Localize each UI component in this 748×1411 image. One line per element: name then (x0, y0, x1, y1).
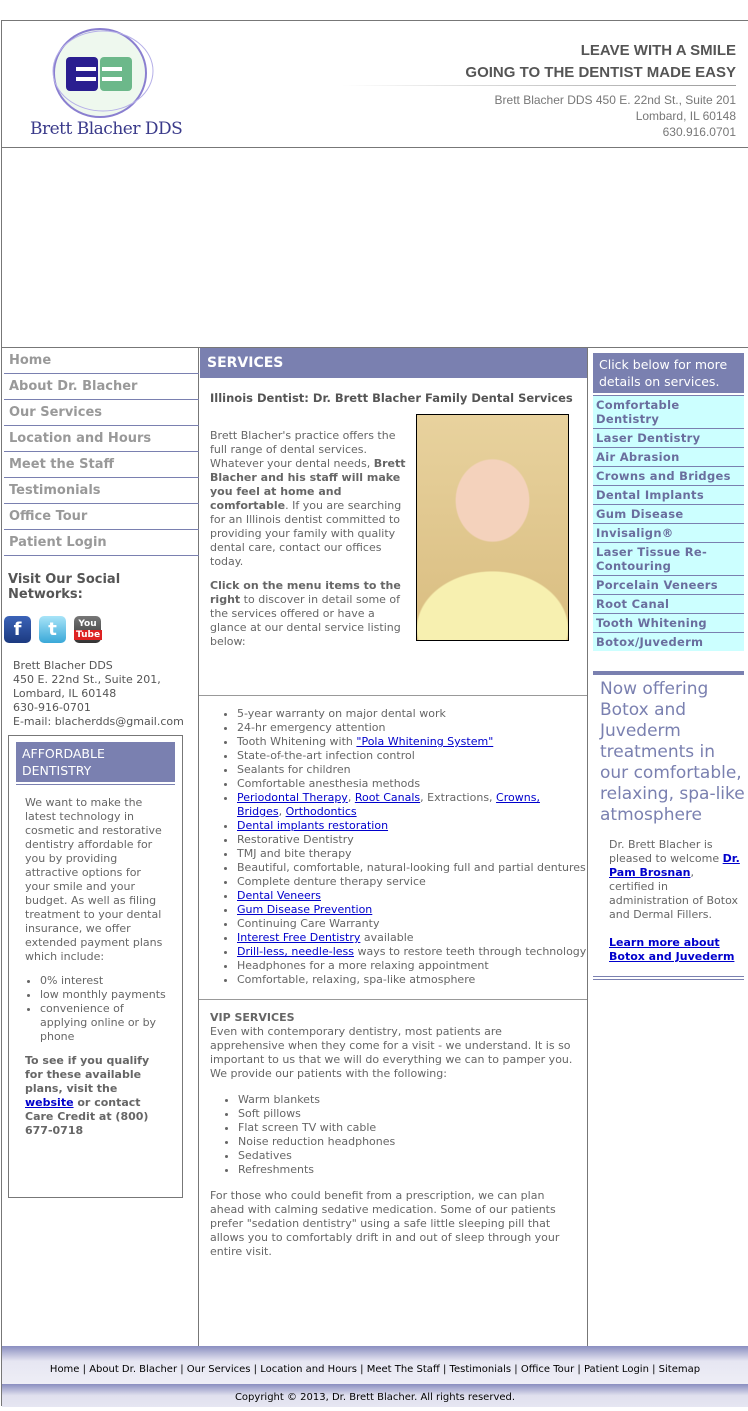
service-link[interactable]: Gum Disease Prevention (237, 903, 373, 916)
nav-item-testimonials[interactable]: Testimonials (4, 478, 199, 504)
separator: | (356, 1364, 367, 1375)
service-menu-item[interactable]: Invisalign® (593, 523, 744, 542)
header (2, 21, 748, 148)
service-link[interactable]: Crowns, Bridges (237, 791, 540, 818)
logo-text: Brett Blacher DDS (30, 119, 183, 139)
text: Tooth Whitening with (237, 735, 357, 748)
service-link[interactable]: Periodontal Therapy (237, 791, 348, 804)
list-item (237, 833, 587, 847)
welcome-text: Dr. Brett Blacher is pleased to welcome (609, 838, 723, 865)
list-item (237, 763, 587, 777)
service-menu-item[interactable]: Laser Dentistry (593, 428, 744, 447)
text: 24-hr emergency attention (237, 721, 386, 734)
contact-line: Brett Blacher DDS (13, 659, 113, 672)
botox-promo: Now offering Botox and Juvederm treatments in our comfortable, relaxing, spa-like atmosphere (600, 679, 745, 825)
vip-heading: VIP SERVICES (210, 1011, 295, 1024)
service-link[interactable]: Drill-less, needle-less (237, 945, 354, 958)
right-sidebar (588, 348, 748, 1346)
contact-line: 630-916-0701 (13, 701, 91, 714)
list-item: • Noise reduction headphones (238, 1135, 577, 1149)
list-item (237, 889, 587, 903)
footer-link[interactable]: Location and Hours (260, 1364, 357, 1375)
text: to discover in detail some of the services offered or have a glance at our dental service listing below: (210, 593, 401, 648)
list-item (237, 721, 587, 735)
left-sidebar (2, 348, 199, 1346)
smiling-girl-photo (416, 414, 569, 641)
header-city: Lombard, IL 60148 (635, 109, 736, 123)
page-subtitle: Illinois Dentist: Dr. Brett Blacher Family Dental Services (210, 391, 573, 405)
service-link[interactable]: Dental implants restoration (237, 819, 389, 832)
list-item (237, 707, 587, 721)
service-menu-item[interactable]: Air Abrasion (593, 447, 744, 466)
page (1, 20, 748, 1406)
list-item: • Sedatives (238, 1149, 577, 1163)
list-item (237, 931, 587, 945)
footer-link[interactable]: Meet The Staff (366, 1364, 440, 1375)
separator: | (648, 1364, 659, 1375)
nav-item-patient-login[interactable]: Patient Login (4, 530, 199, 556)
text: available (360, 931, 414, 944)
text: Comfortable anesthesia methods (237, 777, 421, 790)
service-link[interactable]: Dental Veneers (237, 889, 322, 902)
footer-link[interactable]: Home (49, 1364, 80, 1375)
footer-link[interactable]: Testimonials (449, 1364, 512, 1375)
nav-item-home[interactable]: Home (4, 348, 199, 374)
service-menu-item[interactable]: Root Canal (593, 594, 744, 613)
text: ways to restore teeth through technology (353, 945, 587, 958)
separator: | (574, 1364, 584, 1375)
nav-item-location-and-hours[interactable]: Location and Hours (4, 426, 199, 452)
affordable-cta (25, 1054, 166, 1138)
welcome-text (609, 838, 740, 964)
service-menu-item[interactable]: Gum Disease (593, 504, 744, 523)
service-menu-item[interactable]: Tooth Whitening (593, 613, 744, 632)
page-title: SERVICES (200, 348, 587, 378)
list-item (237, 917, 587, 931)
nav-item-our-services[interactable]: Our Services (4, 400, 199, 426)
list-item: • low monthly payments (40, 988, 166, 1002)
list-item (237, 903, 587, 917)
service-menu-item[interactable]: Laser Tissue Re-Contouring (593, 542, 744, 575)
intro-paragraph (210, 579, 410, 649)
text: Headphones for a more relaxing appointment (237, 959, 489, 972)
copyright: Copyright © 2013, Dr. Brett Blacher. All rights reserved. (2, 1384, 748, 1407)
text: . If you are searching for an Illinois dentist committed to providing your family with quality dental care, contact our offices today. (210, 499, 402, 568)
header-phone: 630.916.0701 (662, 125, 736, 139)
main-content (199, 348, 588, 1346)
services-menu-heading: Click below for more details on services. (593, 353, 744, 395)
intro (210, 429, 587, 689)
footer-link[interactable]: Office Tour (520, 1364, 575, 1375)
divider (593, 976, 744, 980)
text: TMJ and bite therapy (237, 847, 352, 860)
affordable-dentistry-box (8, 735, 183, 1198)
service-menu-item[interactable]: Comfortable Dentistry (593, 395, 744, 428)
text: Comfortable, relaxing, spa-like atmosphere (237, 973, 476, 986)
list-item: • 0% interest (40, 974, 166, 988)
footer (2, 1346, 748, 1407)
service-menu-item[interactable]: Dental Implants (593, 485, 744, 504)
cta-text: To see if you qualify for these available plans, visit the (25, 1054, 150, 1095)
footer-link[interactable]: Our Services (186, 1364, 251, 1375)
separator: | (177, 1364, 187, 1375)
contact-line: 450 E. 22nd St., Suite 201, (13, 673, 161, 686)
list-item: • convenience of applying online or by phone (40, 1002, 166, 1044)
list-item (237, 959, 587, 973)
service-link[interactable]: "Pola Whitening System" (356, 735, 494, 748)
affordable-heading: AFFORDABLE DENTISTRY (16, 742, 175, 784)
footer-link[interactable]: Patient Login (583, 1364, 649, 1375)
list-item (237, 819, 587, 833)
twitter-icon[interactable]: t (39, 616, 66, 643)
tagline: LEAVE WITH A SMILE (580, 42, 736, 59)
divider (342, 85, 736, 86)
payment-options (12, 974, 166, 1044)
separator: | (511, 1364, 521, 1375)
text: State-of-the-art infection control (237, 749, 415, 762)
text: Brett Blacher's practice offers the full range of dental services. Whatever your dental needs, (210, 429, 396, 470)
list-item (237, 847, 587, 861)
vip-list (210, 1093, 577, 1177)
service-list (199, 707, 587, 987)
list-item (237, 791, 587, 819)
dr-pam-brosnan-link[interactable]: Dr. Pam Brosnan (609, 852, 740, 879)
service-menu-item[interactable]: Crowns and Bridges (593, 466, 744, 485)
nav-item-meet-the-staff[interactable]: Meet the Staff (4, 452, 199, 478)
service-menu-item[interactable]: Porcelain Veneers (593, 575, 744, 594)
services-menu (588, 395, 748, 651)
text: , (278, 805, 286, 818)
text: Sealants for children (237, 763, 351, 776)
list-item (237, 973, 587, 987)
youtube-icon[interactable]: You Tube (74, 616, 101, 643)
list-item (237, 777, 587, 791)
list-item (237, 749, 587, 763)
text: , Extractions, (420, 791, 497, 804)
text: Complete denture therapy service (237, 875, 426, 888)
banner (2, 148, 748, 348)
affordable-body: We want to make the latest technology in cosmetic and restorative dentistry affordable for you by providing attractive options for your smile and your budget. As well as filing treatment to your dental insurance, we offer extended payment plans which include: (25, 796, 163, 963)
separator: | (250, 1364, 261, 1375)
nav-item-office-tour[interactable]: Office Tour (4, 504, 199, 530)
contact-line: E-mail: blacherdds@gmail.com (13, 715, 184, 728)
list-item: • Soft pillows (238, 1107, 577, 1121)
service-menu-item[interactable]: Botox/Juvederm (593, 632, 744, 651)
text: Restorative Dentistry (237, 833, 354, 846)
text: Beautiful, comfortable, natural-looking full and partial dentures (237, 861, 586, 874)
list-item: • Warm blankets (238, 1093, 577, 1107)
list-item: • Refreshments (238, 1163, 577, 1177)
contact-line: Lombard, IL 60148 (13, 687, 117, 700)
social-heading: Visit Our Social Networks: (8, 572, 121, 602)
text: Brett Blacher and his staff will make you feel at home and comfortable (210, 457, 406, 512)
service-list-section (199, 695, 587, 999)
text: Click on the menu items to the right (210, 579, 401, 606)
footer-link[interactable]: Sitemap (658, 1364, 701, 1375)
social-links (4, 616, 198, 643)
footer-link[interactable]: About Dr. Blacher (89, 1364, 178, 1375)
contact-info (13, 659, 198, 729)
vip-intro: Even with contemporary dentistry, most patients are apprehensive when they come for a visit - we understand. It is so important to us that we will do everything we can to pamper you. We provide our patients with the following: (210, 1025, 573, 1080)
nav-item-about-dr-blacher[interactable]: About Dr. Blacher (4, 374, 199, 400)
text: Continuing Care Warranty (237, 917, 380, 930)
care-credit-link[interactable]: website (25, 1096, 74, 1109)
text: , (347, 791, 355, 804)
intro-paragraph (210, 429, 410, 569)
list-item: • Flat screen TV with cable (238, 1121, 577, 1135)
vip-services (199, 999, 587, 1259)
text: 5-year warranty on major dental work (237, 707, 446, 720)
separator: | (439, 1364, 450, 1375)
facebook-icon[interactable]: f (4, 616, 31, 643)
list-item (237, 735, 587, 749)
list-item (237, 875, 587, 889)
main-nav (2, 348, 198, 556)
list-item (237, 945, 587, 959)
service-link[interactable]: Root Canals (354, 791, 421, 804)
divider (593, 671, 744, 675)
separator: | (79, 1364, 90, 1375)
cta-text: or contact Care Credit at (800) 677-0718 (25, 1096, 149, 1137)
service-link[interactable]: Interest Free Dentistry (237, 931, 361, 944)
service-link[interactable]: Orthodontics (285, 805, 357, 818)
list-item (237, 861, 587, 875)
learn-more-botox-link[interactable]: Learn more about Botox and Juvederm (609, 936, 735, 963)
footer-nav (2, 1346, 748, 1384)
header-address: Brett Blacher DDS 450 E. 22nd St., Suite 201 (494, 93, 736, 107)
vip-outro: For those who could benefit from a prescription, we can plan ahead with calming sedative medication. Some of our patients prefer "sedation dentistry" using a safe little sleeping pill that allows you to comfortably drift in and out of sleep through your entire visit. (210, 1189, 560, 1258)
tagline: GOING TO THE DENTIST MADE EASY (465, 64, 736, 81)
welcome-text: , certified in administration of Botox and Dermal Fillers. (609, 866, 738, 921)
